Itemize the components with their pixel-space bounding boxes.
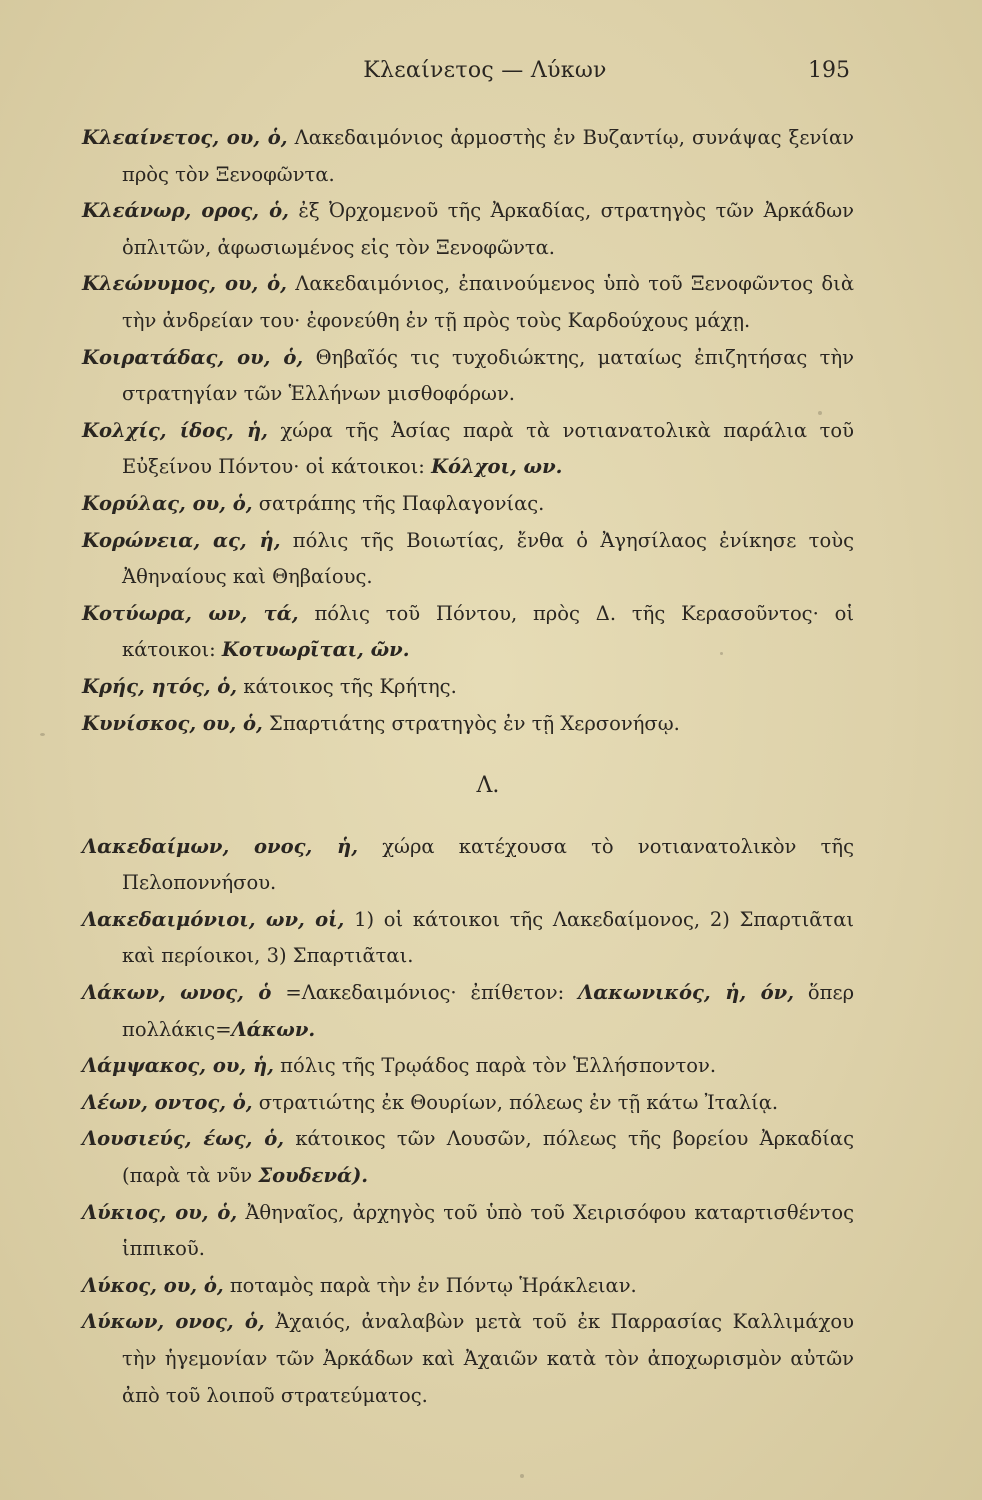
headword: Λάκων xyxy=(82,981,159,1005)
grammar-form: ου, ὁ, xyxy=(237,345,304,369)
definition-continued: ὅπερ πολλάκις= xyxy=(122,981,855,1041)
derived-form: Σουδενά). xyxy=(258,1164,369,1188)
grammar-form: ονος, ἡ, xyxy=(254,834,359,858)
glossary-entry: Λέων, οντος, ὁ, στρατιώτης ἐκ Θουρίων, πόλεως ἐν τῇ κάτω Ἰταλίᾳ. xyxy=(82,1090,779,1114)
headword: Κρής xyxy=(82,674,138,698)
headword: Κορύλας xyxy=(82,491,180,515)
headword: Κυνίσκος xyxy=(82,711,190,735)
glossary-entries xyxy=(82,120,854,1414)
definition: 1) οἱ κάτοικοι τῆς Λακεδαίμονος, 2) Σπαρτιᾶται καὶ περίοικοι, 3) Σπαρτιᾶται. xyxy=(122,907,855,968)
definition: ποταμὸς παρὰ τὴν ἐν Πόντῳ Ἡράκλειαν. xyxy=(229,1273,637,1297)
derived-form: Λάκων. xyxy=(231,1017,316,1041)
glossary-entry: Κορύλας, ου, ὁ, σατράπης τῆς Παφλαγονίας. xyxy=(82,491,545,515)
glossary-entry: Λάκων, ωνος, ὁ =Λακεδαιμόνιος· ἐπίθετον: Λακωνικός, ἡ, όν, ὅπερ πολλάκις=Λάκων. xyxy=(82,981,855,1041)
glossary-entry: Λύκων, ονος, ὁ, Ἀχαιός, ἀναλαβὼν μετὰ τοῦ ἐκ Παρρασίας Καλλιμάχου τὴν ἡγεμονίαν τῶν Ἀρκάδων καὶ Ἀχαιῶν κατὰ τὸν ἀποχωρισμὸν αὐτῶν ἀπὸ τοῦ λοιποῦ στρατεύματος. xyxy=(82,1310,854,1407)
headword: Λύκος xyxy=(82,1273,151,1297)
headword: Κοτύωρα xyxy=(82,601,186,625)
grammar-form: ας, ἡ, xyxy=(212,528,281,552)
glossary-entry: Λάμψακος, ου, ἡ, πόλις τῆς Τρῳάδος παρὰ τὸν Ἑλλήσποντον. xyxy=(82,1054,717,1078)
definition: κάτοικος τῆς Κρήτης. xyxy=(243,674,457,698)
glossary-entry: Κλεάνωρ, ορος, ὁ, ἐξ Ὀρχομενοῦ τῆς Ἀρκαδίας, στρατηγὸς τῶν Ἀρκάδων ὁπλιτῶν, ἀφωσιωμένος εἰς τὸν Ξενοφῶντα. xyxy=(82,199,854,259)
headword: Λάμψακος xyxy=(82,1054,200,1078)
glossary-entry: Κολχίς, ίδος, ἡ, χώρα τῆς Ἀσίας παρὰ τὰ νοτιανατολικὰ παράλια τοῦ Εὐξείνου Πόντου· οἱ κάτοικοι: Κόλχοι, ων. xyxy=(82,418,855,479)
grammar-form: ου, ὁ, xyxy=(163,1273,224,1297)
grammar-form: ίδος, ἡ, xyxy=(179,418,268,442)
grammar-form: ων, τά, xyxy=(208,601,299,625)
definition: πόλις τοῦ Πόντου, πρὸς Δ. τῆς Κερασοῦντος· οἱ κάτοικοι: xyxy=(122,601,855,662)
definition: σατράπης τῆς Παφλαγονίας. xyxy=(258,491,545,515)
grammar-form: ου, ὁ, xyxy=(192,491,253,515)
derived-form: Κοτυωρῖται, ῶν. xyxy=(221,638,410,662)
grammar-form: ορος, ὁ, xyxy=(201,199,289,223)
grammar-form: ονος, ὁ, xyxy=(175,1310,265,1334)
definition: =Λακεδαιμόνιος· ἐπίθετον: xyxy=(285,981,565,1005)
grammar-form: ου, ὁ, xyxy=(224,272,287,296)
definition: στρατιώτης ἐκ Θουρίων, πόλεως ἐν τῇ κάτω Ἰταλίᾳ. xyxy=(258,1090,779,1114)
derived-form: Λακωνικός, ἡ, όν, xyxy=(578,981,794,1005)
glossary-entry: Λύκος, ου, ὁ, ποταμὸς παρὰ τὴν ἐν Πόντῳ Ἡράκλειαν. xyxy=(82,1273,637,1297)
grammar-form: ητός, ὁ, xyxy=(151,674,238,698)
header-title: Κλεαίνετος — Λύκων xyxy=(363,58,607,83)
headword: Λακεδαίμων xyxy=(82,834,223,858)
glossary-entry: Κλεώνυμος, ου, ὁ, Λακεδαιμόνιος, ἐπαινούμενος ὑπὸ τοῦ Ξενοφῶντος διὰ τὴν ἀνδρείαν του· ἐφονεύθη ἐν τῇ πρὸς τοὺς Καρδούχους μάχῃ. xyxy=(82,272,854,332)
definition: Λακεδαιμόνιος ἁρμοστὴς ἐν Βυζαντίῳ, συνάψας ξενίαν πρὸς τὸν Ξενοφῶντα. xyxy=(122,126,854,186)
definition: Ἀχαιός, ἀναλαβὼν μετὰ τοῦ ἐκ Παρρασίας Καλλιμάχου τὴν ἡγεμονίαν τῶν Ἀρκάδων καὶ Ἀχαιῶν κατὰ τὸν ἀποχωρισμὸν αὐτῶν ἀπὸ τοῦ λοιποῦ στρατεύματος. xyxy=(122,1310,854,1407)
definition: Θηβαῖός τις τυχοδιώκτης, ματαίως ἐπιζητήσας τὴν στρατηγίαν τῶν Ἑλλήνων μισθοφόρων. xyxy=(122,345,855,406)
headword: Κλεώνυμος xyxy=(82,272,210,296)
paper-speck xyxy=(720,652,723,655)
definition: χώρα κατέχουσα τὸ νοτιανατολικὸν τῆς Πελοποννήσου. xyxy=(122,834,855,895)
definition: Λακεδαιμόνιος, ἐπαινούμενος ὑπὸ τοῦ Ξενοφῶντος διὰ τὴν ἀνδρείαν του· ἐφονεύθη ἐν τῇ πρὸς τοὺς Καρδούχους μάχῃ. xyxy=(122,272,854,332)
glossary-entry: Λύκιος, ου, ὁ, Ἀθηναῖος, ἀρχηγὸς τοῦ ὑπὸ τοῦ Χειρισόφου καταρτισθέντος ἱππικοῦ. xyxy=(82,1200,854,1261)
glossary-entry: Λουσιεύς, έως, ὁ, κάτοικος τῶν Λουσῶν, πόλεως τῆς βορείου Ἀρκαδίας (παρὰ τὰ νῦν Σουδενά). xyxy=(82,1127,855,1188)
headword: Λύκιος xyxy=(82,1200,160,1224)
running-header xyxy=(120,58,850,94)
headword: Κορώνεια xyxy=(82,528,194,552)
headword: Λύκων xyxy=(82,1310,158,1334)
derived-form: Κόλχοι, ων. xyxy=(431,455,563,479)
grammar-form: ου, ὁ, xyxy=(226,126,288,149)
glossary-entry: Κοτύωρα, ων, τά, πόλις τοῦ Πόντου, πρὸς Δ. τῆς Κερασοῦντος· οἱ κάτοικοι: Κοτυωρῖται, ῶν. xyxy=(82,601,855,662)
paper-speck xyxy=(520,1474,524,1478)
headword: Κολχίς xyxy=(82,418,160,442)
definition: Ἀθηναῖος, ἀρχηγὸς τοῦ ὑπὸ τοῦ Χειρισόφου καταρτισθέντος ἱππικοῦ. xyxy=(122,1200,854,1261)
glossary-entry: Κορώνεια, ας, ἡ, πόλις τῆς Βοιωτίας, ἔνθα ὁ Ἀγησίλαος ἐνίκησε τοὺς Ἀθηναίους καὶ Θηβαίους. xyxy=(82,528,854,589)
grammar-form: ωνος, ὁ xyxy=(180,981,272,1005)
headword: Λουσιεύς xyxy=(82,1127,185,1151)
paper-speck xyxy=(818,411,822,415)
headword: Κλεαίνετος xyxy=(82,126,213,149)
definition: πόλις τῆς Βοιωτίας, ἔνθα ὁ Ἀγησίλαος ἐνίκησε τοὺς Ἀθηναίους καὶ Θηβαίους. xyxy=(122,528,854,589)
paper-speck xyxy=(40,733,45,736)
headword: Λακεδαιμόνιοι xyxy=(82,907,249,931)
glossary-entry: Κρής, ητός, ὁ, κάτοικος τῆς Κρήτης. xyxy=(82,674,457,698)
grammar-form: ου, ὁ, xyxy=(202,711,263,735)
grammar-form: ου, ἡ, xyxy=(212,1054,274,1078)
page-number: 195 xyxy=(808,58,850,83)
definition: κάτοικος τῶν Λουσῶν, πόλεως τῆς βορείου Ἀρκαδίας (παρὰ τὰ νῦν xyxy=(122,1127,855,1188)
definition: πόλις τῆς Τρῳάδος παρὰ τὸν Ἑλλήσποντον. xyxy=(280,1054,717,1078)
definition: χώρα τῆς Ἀσίας παρὰ τὰ νοτιανατολικὰ παράλια τοῦ Εὐξείνου Πόντου· οἱ κάτοικοι: xyxy=(122,418,855,479)
grammar-form: έως, ὁ, xyxy=(203,1127,285,1151)
grammar-form: ου, ὁ, xyxy=(175,1200,238,1224)
grammar-form: οντος, ὁ, xyxy=(154,1090,253,1114)
definition: ἐξ Ὀρχομενοῦ τῆς Ἀρκαδίας, στρατηγὸς τῶν Ἀρκάδων ὁπλιτῶν, ἀφωσιωμένος εἰς τὸν Ξενοφῶντα. xyxy=(122,199,854,259)
definition: Σπαρτιάτης στρατηγὸς ἐν τῇ Χερσονήσῳ. xyxy=(269,711,680,735)
grammar-form: ων, οἱ, xyxy=(265,907,345,931)
glossary-entry: Κοιρατάδας, ου, ὁ, Θηβαῖός τις τυχοδιώκτης, ματαίως ἐπιζητήσας τὴν στρατηγίαν τῶν Ἑλλήνων μισθοφόρων. xyxy=(82,345,855,406)
section-letter: Λ. xyxy=(476,773,500,799)
headword: Κοιρατάδας xyxy=(82,345,218,369)
glossary-entry: Λακεδαίμων, ονος, ἡ, χώρα κατέχουσα τὸ νοτιανατολικὸν τῆς Πελοποννήσου. xyxy=(82,834,855,895)
glossary-entry: Κλεαίνετος, ου, ὁ, Λακεδαιμόνιος ἁρμοστὴς ἐν Βυζαντίῳ, συνάψας ξενίαν πρὸς τὸν Ξενοφῶντα. xyxy=(82,126,854,186)
glossary-entry: Κυνίσκος, ου, ὁ, Σπαρτιάτης στρατηγὸς ἐν τῇ Χερσονήσῳ. xyxy=(82,711,680,735)
headword: Κλεάνωρ xyxy=(82,199,185,223)
glossary-entry: Λακεδαιμόνιοι, ων, οἱ, 1) οἱ κάτοικοι τῆς Λακεδαίμονος, 2) Σπαρτιᾶται καὶ περίοικοι, 3) Σπαρτιᾶται. xyxy=(82,907,855,968)
headword: Λέων xyxy=(82,1090,142,1114)
